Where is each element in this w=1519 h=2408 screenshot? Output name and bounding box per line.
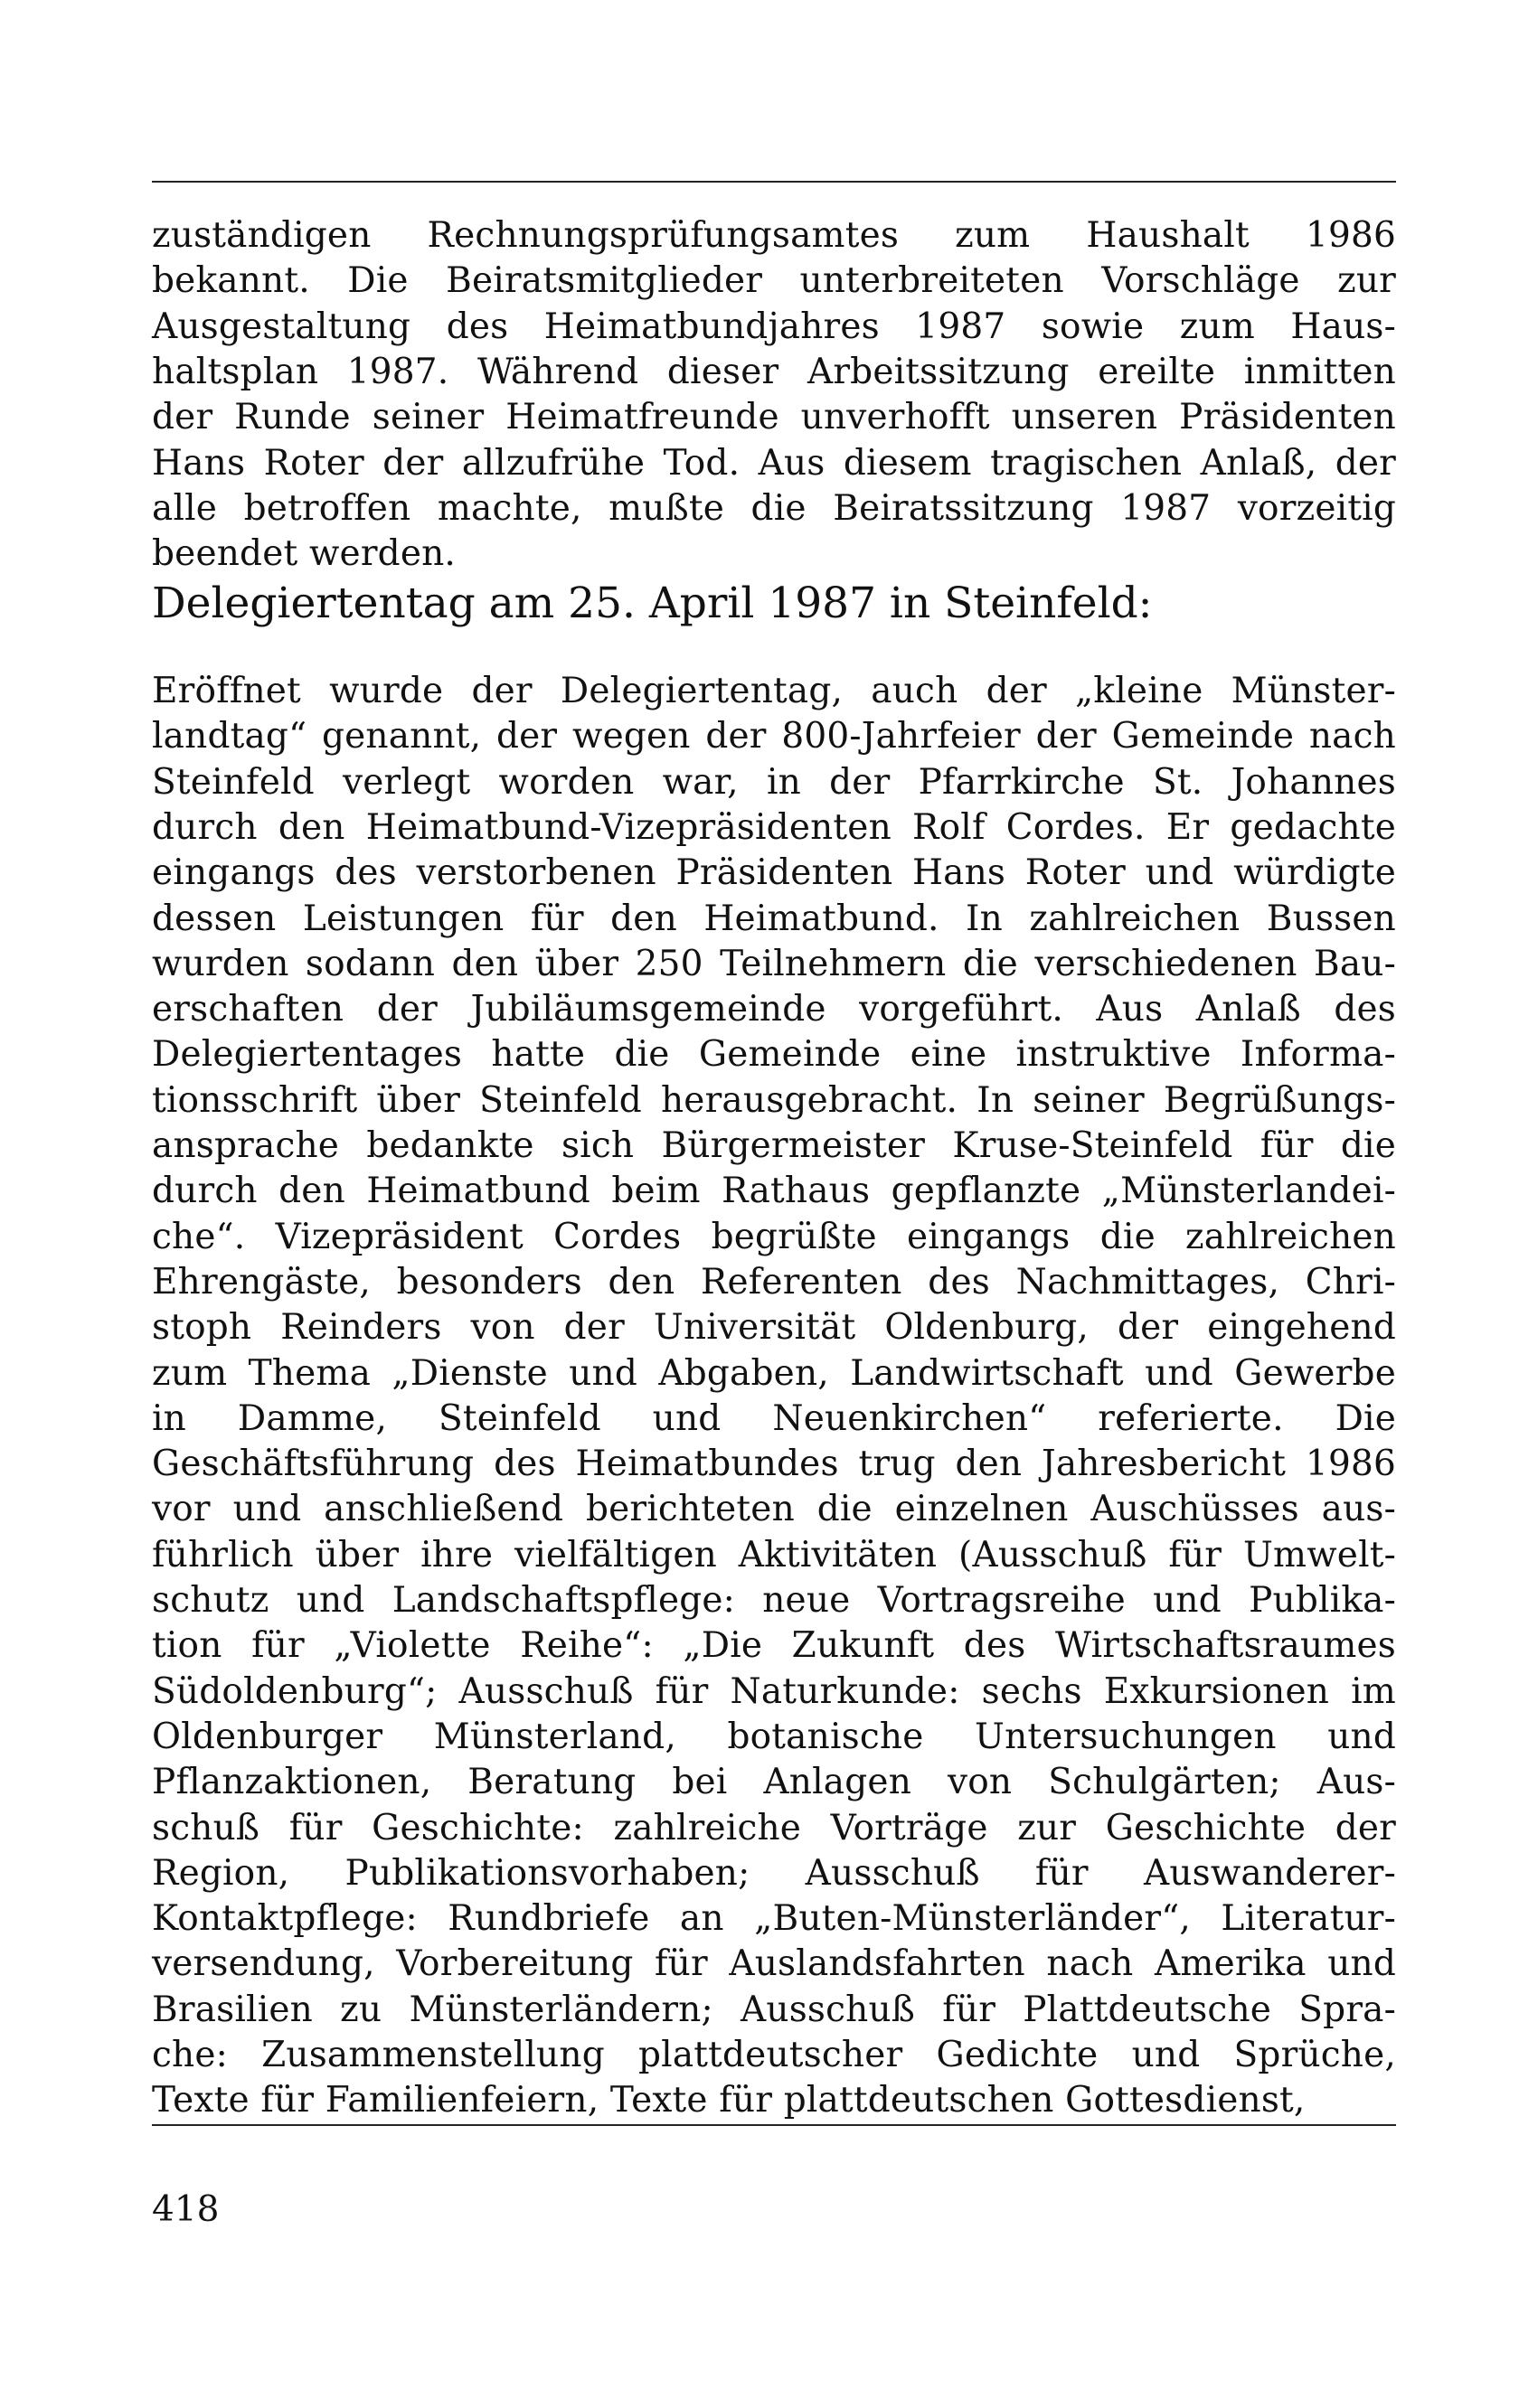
text-line: durch den Heimatbund-Vizepräsidenten Rolf Cordes. Er gedachte: [152, 806, 1396, 848]
text-line: schuß für Geschichte: zahlreiche Vorträge zur Geschichte der: [152, 1807, 1396, 1848]
text-line: zum Thema „Dienste und Abgaben, Landwirtschaft und Gewerbe: [152, 1352, 1396, 1394]
text-line: Ehrengäste, besonders den Referenten des Nachmittages, Chri-: [152, 1261, 1396, 1303]
text-line: durch den Heimatbund beim Rathaus gepflanzte „Münsterlandei-: [152, 1171, 1396, 1212]
text-line: führlich über ihre vielfältigen Aktivitäten (Ausschuß für Umwelt-: [152, 1534, 1396, 1576]
text-line: stoph Reinders von der Universität Oldenburg, der eingehend: [152, 1307, 1396, 1349]
text-line: Delegiertentages hatte die Gemeinde eine instruktive Informa-: [152, 1034, 1396, 1076]
text-line: haltsplan 1987. Während dieser Arbeitssitzung ereilte inmitten: [152, 351, 1396, 392]
text-line: Steinfeld verlegt worden war, in der Pfarrkirche St. Johannes: [152, 761, 1396, 803]
text-line: Südoldenburg“; Ausschuß für Naturkunde: sechs Exkursionen im: [152, 1670, 1396, 1712]
text-line: dessen Leistungen für den Heimatbund. In zahlreichen Bussen: [152, 898, 1396, 939]
text-line: alle betroffen machte, mußte die Beiratssitzung 1987 vorzeitig: [152, 487, 1396, 529]
top-rule: [152, 181, 1396, 183]
bottom-rule: [152, 2124, 1396, 2126]
text-line: wurden sodann den über 250 Teilnehmern die verschiedenen Bau-: [152, 943, 1396, 984]
text-line: Texte für Familienfeiern, Texte für plattdeutschen Gottesdienst,: [152, 2080, 1306, 2121]
text-line: Ausgestaltung des Heimatbundjahres 1987 sowie zum Haus-: [152, 306, 1396, 347]
text-line: in Damme, Steinfeld und Neuenkirchen“ referierte. Die: [152, 1397, 1396, 1439]
text-line: Geschäftsführung des Heimatbundes trug den Jahresbericht 1986: [152, 1444, 1396, 1485]
text-line: Region, Publikationsvorhaben; Ausschuß für Auswanderer-: [152, 1852, 1396, 1894]
text-line: Pflanzaktionen, Beratung bei Anlagen von Schulgärten; Aus-: [152, 1762, 1396, 1803]
text-line: Kontaktpflege: Rundbriefe an „Buten-Münsterländer“, Literatur-: [152, 1898, 1396, 1940]
text-line: eingangs des verstorbenen Präsidenten Hans Roter und würdigte: [152, 852, 1396, 894]
text-line: vor und anschließend berichteten die einzelnen Auschüsses aus-: [152, 1489, 1396, 1530]
text-line: Oldenburger Münsterland, botanische Untersuchungen und: [152, 1716, 1396, 1757]
text-line: che: Zusammenstellung plattdeutscher Gedichte und Sprüche,: [152, 2035, 1396, 2075]
text-line: landtag“ genannt, der wegen der 800-Jahrfeier der Gemeinde nach: [152, 716, 1396, 757]
text-line: erschaften der Jubiläumsgemeinde vorgeführt. Aus Anlaß des: [152, 989, 1396, 1030]
text-line: tionsschrift über Steinfeld herausgebracht. In seiner Begrüßungs-: [152, 1079, 1396, 1121]
text-line: bekannt. Die Beiratsmitglieder unterbreiteten Vorschläge zur: [152, 260, 1396, 302]
text-line: che“. Vizepräsident Cordes begrüßte eingangs die zahlreichen: [152, 1216, 1396, 1257]
text-line: schutz und Landschaftspflege: neue Vortragsreihe und Publika-: [152, 1580, 1396, 1621]
text-line: versendung, Vorbereitung für Auslandsfahrten nach Amerika und: [152, 1943, 1396, 1985]
section-heading: Delegiertentag am 25. April 1987 in Steinfeld:: [152, 578, 1153, 628]
text-line: beendet werden.: [152, 533, 457, 575]
text-line: tion für „Violette Reihe“: „Die Zukunft des Wirtschaftsraumes: [152, 1625, 1396, 1667]
text-line: Brasilien zu Münsterländern; Ausschuß für Plattdeutsche Spra-: [152, 1989, 1396, 2030]
text-line: der Runde seiner Heimatfreunde unverhofft unseren Präsidenten: [152, 397, 1396, 438]
text-line: zuständigen Rechnungsprüfungsamtes zum Haushalt 1986: [152, 215, 1396, 256]
page-number: 418: [152, 2189, 220, 2230]
text-line: Eröffnet wurde der Delegiertentag, auch der „kleine Münster-: [152, 671, 1396, 711]
text-line: ansprache bedankte sich Bürgermeister Kruse-Steinfeld für die: [152, 1125, 1396, 1166]
text-line: Hans Roter der allzufrühe Tod. Aus diesem tragischen Anlaß, der: [152, 442, 1396, 484]
